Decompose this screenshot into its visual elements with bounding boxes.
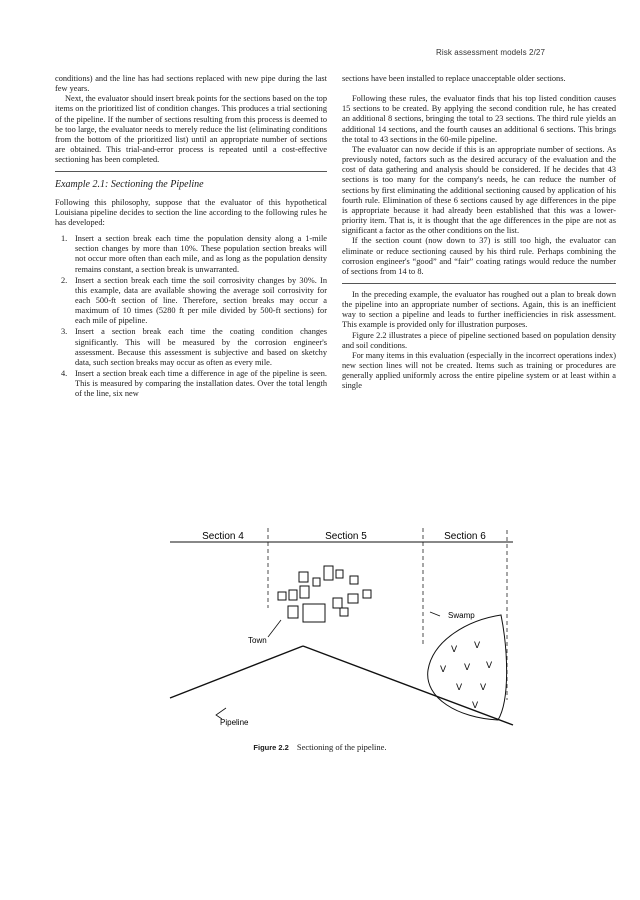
swamp-label: Swamp	[448, 611, 475, 620]
paragraph: In the preceding example, the evaluator has roughed out a plan to break down the pipeline into an appropriate number of sections. Again, this is an inefficient way to section a pipeline and leads to further inefficiencies in risk assessment. This example is provided only for illustration purposes.	[342, 289, 616, 330]
paragraph: sections have been installed to replace unacceptable older sections.	[342, 74, 566, 83]
figure-caption-label: Figure 2.2	[253, 743, 289, 752]
running-header: Risk assessment models 2/27	[436, 48, 545, 57]
town-label: Town	[248, 636, 267, 645]
list-item: 4. Insert a section break each time a difference in age of the pipeline is seen. This is measured by comparing the installation dates. Over the total length of the line, six new	[61, 369, 327, 399]
town-leader	[268, 620, 281, 637]
paragraph: Following this philosophy, suppose that the evaluator of this hypothetical Louisiana pipeline decides to section the line according to the following rules he has developed:	[55, 197, 327, 227]
paragraph: Following these rules, the evaluator finds that his top listed condition causes 15 sections to be created. By applying the second condition rule, he has created an additional 8 sections, bringing the total to 23 sections. The third rule yields an additional 14 sections, and the fourth causes an additional 6 sections. This brings the total to 43 sections in the 60-mile pipeline.	[342, 94, 616, 144]
section-4-label: Section 4	[202, 531, 244, 542]
left-column	[55, 74, 327, 401]
list-item: 2. Insert a section break each time the soil corrosivity changes by 30%. In this example, data are available showing the average soil corrosivity for each 500-ft section of line. Therefore, section breaks may occur a maximum of 10 times (5280 ft per mile divided by 500-ft sections) for each mile of pipeline.	[61, 275, 327, 326]
section-5-label: Section 5	[325, 531, 367, 542]
svg-text:ᐯ: ᐯ	[472, 700, 479, 710]
figure-caption	[0, 742, 640, 752]
town-icon	[278, 566, 371, 622]
figure-caption-text: Sectioning of the pipeline.	[296, 742, 387, 752]
paragraph: Figure 2.2 illustrates a piece of pipeline sectioned based on population density and soil conditions.	[342, 330, 616, 350]
paragraph: For many items in this evaluation (especially in the incorrect operations index) new section lines will not be created. Items such as training or procedures are generally applied uniformly across the entire pipeline system or at least within a single	[342, 350, 616, 391]
list-item: 3. Insert a section break each time the coating condition changes significantly. This will be measured by the corrosion engineer's assessment. Because this assessment is subjective and based on sketchy data, such section breaks may occur as often as every mile.	[61, 327, 327, 367]
right-column	[342, 74, 616, 392]
paragraph: If the section count (now down to 37) is still too high, the evaluator can eliminate or reduce sectioning caused by his third rule. Perhaps combining the corrosion engineer's “good” and “fair” coating ratings would reduce the number of sections from 14 to 8.	[342, 236, 616, 276]
paragraph: The evaluator can now decide if this is an appropriate number of sections. As previously noted, factors such as the desired accuracy of the evaluation and the cost of data gathering and analysis should be considered. If he decides that 43 sections is too many for the company's needs, he can reduce the number of sections by first eliminating the additional sectioning caused by application of his fourth rule. Elimination of these 6 sections caused by age differences in the pipe is appropriate because it had already been established that this was a lower-priority item. That is, it is thought that the age differences in the pipe are not as significant a factor as the other conditions on the list.	[342, 144, 616, 236]
paragraph: Next, the evaluator should insert break points for the sections based on the top items on the prioritized list of condition changes. This produces a trial sectioning of the pipeline. If the number of sections resulting from this process is deemed to be too large, the evaluator needs to merely reduce the list (eliminating conditions from the bottom of the prioritized list) until an appropriate number of sections are obtained. This trial-and-error process is repeated until a cost-effective sectioning has been completed.	[55, 94, 327, 165]
svg-text:ᐯ: ᐯ	[464, 662, 471, 672]
swamp-leader	[430, 612, 440, 616]
pipeline-sectioning-figure	[168, 520, 528, 750]
rules-list	[55, 234, 327, 400]
divider	[342, 283, 616, 284]
svg-text:ᐯ: ᐯ	[456, 682, 463, 692]
section-6-label: Section 6	[444, 531, 486, 542]
swamp-symbols	[440, 640, 493, 710]
svg-text:ᐯ: ᐯ	[440, 664, 447, 674]
example-title: Example 2.1: Sectioning the Pipeline	[55, 179, 204, 191]
pipeline-label: Pipeline	[220, 718, 249, 727]
svg-text:ᐯ: ᐯ	[451, 644, 458, 654]
svg-text:ᐯ: ᐯ	[486, 660, 493, 670]
paragraph: conditions) and the line has had sections replaced with new pipe during the last few years.	[55, 74, 327, 94]
divider	[55, 171, 327, 172]
svg-text:ᐯ: ᐯ	[474, 640, 481, 650]
list-item: 1. Insert a section break each time the population density along a 1-mile section changes by more than 10%. These population section breaks will not occur more often than each mile, and as long as the population density remains constant, a section break is unwarranted.	[61, 234, 327, 274]
svg-text:ᐯ: ᐯ	[480, 682, 487, 692]
pipeline-line	[170, 646, 303, 698]
